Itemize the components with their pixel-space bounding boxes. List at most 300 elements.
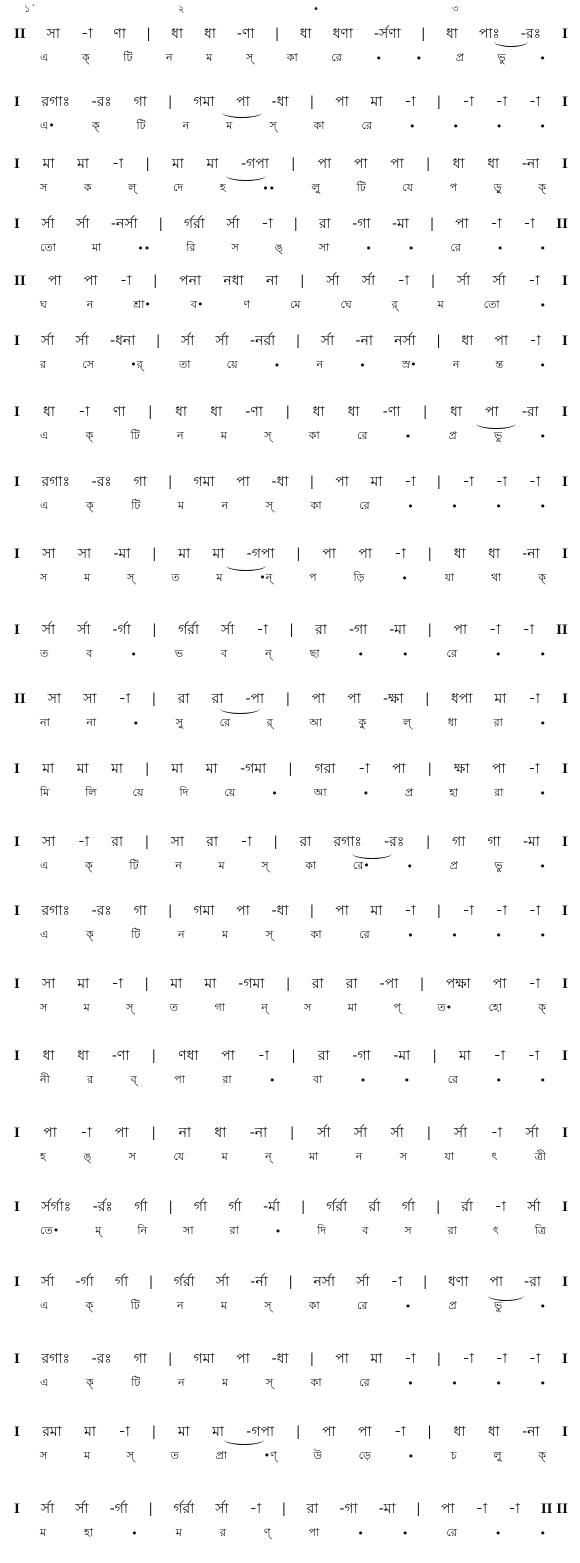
note-token: পা	[43, 1125, 57, 1141]
note-token: -া	[528, 976, 541, 992]
note-token: পা	[115, 1125, 129, 1141]
note-token: -া	[462, 94, 474, 110]
lyric-syllable: ম	[226, 118, 233, 132]
note-token: -া	[508, 1501, 520, 1517]
bar-line: |	[430, 215, 434, 232]
bar-line: |	[310, 473, 314, 490]
note-token: পা	[311, 691, 326, 707]
note-token: -রঃ	[91, 94, 112, 110]
lyric-syllable: তো	[40, 240, 56, 254]
lyric-syllable: ম	[177, 498, 185, 512]
note-token: পা	[236, 1351, 250, 1367]
note-token: -া	[404, 903, 416, 919]
note-token: ধা	[347, 404, 360, 420]
notation-row	[0, 542, 580, 590]
lyric-syllable: ত•	[437, 1000, 453, 1014]
lyric-line	[40, 783, 546, 803]
bar-line: II	[14, 25, 26, 42]
lyric-syllable: আ	[313, 785, 327, 799]
lyric-syllable: হা	[84, 1525, 94, 1539]
bar-line: |	[286, 975, 290, 992]
note-token: -গা	[352, 216, 371, 232]
lyric-syllable: ত্রী	[534, 1149, 546, 1163]
lyric-syllable: এ	[40, 498, 49, 512]
lyric-syllable: লু	[311, 180, 320, 194]
lyric-syllable: রে	[359, 498, 370, 512]
lyric-syllable: সে	[82, 357, 94, 371]
lyric-syllable: প	[309, 570, 317, 584]
note-token: -া	[404, 1351, 416, 1367]
lyric-syllable: এ	[40, 858, 49, 872]
notation-row	[0, 830, 580, 878]
lyric-syllable: তা	[178, 357, 191, 371]
note-token: র্গর্রা	[173, 1274, 195, 1290]
note-token: রগাঃ	[333, 834, 362, 850]
bar-line: |	[437, 1350, 441, 1367]
note-token: র্সা	[226, 216, 240, 232]
note-token: গমা	[193, 94, 215, 110]
note-token: ণধা	[178, 1048, 199, 1064]
bar-line: |	[152, 545, 156, 562]
lyric-syllable: স্	[264, 1298, 272, 1312]
bar-line: |	[274, 833, 278, 850]
lyric-syllable: উ	[313, 1448, 322, 1462]
lyric-syllable: •	[539, 1073, 546, 1087]
lyric-syllable: র	[40, 357, 47, 371]
lyric-syllable: ম্	[95, 1223, 102, 1237]
note-token: ধপা	[450, 691, 473, 707]
lyric-syllable: •	[407, 241, 415, 255]
lyric-syllable: এ	[40, 1375, 49, 1389]
lyric-syllable: যে	[173, 1149, 185, 1163]
note-token: -না	[522, 1424, 540, 1440]
note-line	[14, 90, 568, 114]
note-token: ধা	[487, 156, 500, 172]
note-token: -মা	[393, 1048, 411, 1064]
note-token: রা	[299, 834, 312, 850]
lyric-syllable: ••	[137, 241, 151, 255]
note-line	[14, 1121, 568, 1145]
note-token: ধা	[312, 404, 325, 420]
lyric-syllable: ন্	[265, 646, 272, 660]
note-token: সা	[170, 834, 185, 850]
note-token: -া	[528, 761, 540, 777]
lyric-syllable: ম	[218, 858, 225, 872]
note-token: র্গা	[134, 1199, 148, 1215]
lyric-syllable: টি	[130, 428, 140, 442]
lyric-syllable: •	[539, 499, 546, 513]
bar-line: |	[300, 272, 304, 289]
note-token: ণা	[112, 404, 126, 420]
note-token: গমা	[193, 903, 215, 919]
note-token: মা	[77, 976, 90, 992]
note-token: র্সা	[356, 1274, 370, 1290]
slur-mark	[494, 36, 528, 47]
notation-row	[0, 212, 580, 260]
notation-row	[0, 1497, 580, 1545]
bar-line: |	[168, 1350, 172, 1367]
lyric-syllable: প্রা	[215, 1448, 227, 1462]
note-token: র্গা	[114, 1274, 129, 1290]
note-token: -পা	[379, 976, 399, 992]
lyric-syllable: ন	[177, 1298, 184, 1312]
lyric-syllable: ণ্	[263, 1525, 271, 1539]
note-line	[14, 152, 568, 176]
note-token: ধা	[214, 1125, 227, 1141]
note-token: র্সা	[41, 622, 56, 638]
note-token: রা	[318, 216, 331, 232]
bar-line: |	[152, 621, 157, 638]
note-token: মা	[178, 546, 191, 562]
lyric-line	[40, 1296, 546, 1316]
note-token: রা	[311, 976, 324, 992]
note-line	[14, 899, 568, 923]
lyric-line	[40, 238, 546, 258]
note-line	[14, 470, 568, 494]
note-token: -া	[118, 691, 131, 707]
note-token: -া	[495, 474, 508, 490]
lyric-syllable: •	[407, 928, 414, 942]
bar-line: I	[14, 975, 20, 992]
note-token: নর্সা	[394, 333, 416, 349]
notation-row	[0, 152, 580, 200]
bar-line: I	[562, 760, 568, 777]
slur-mark	[222, 107, 262, 118]
note-token: ণা	[113, 26, 126, 42]
lyric-syllable: রে	[447, 1072, 459, 1086]
slur-mark	[220, 703, 260, 714]
bar-line: |	[286, 690, 290, 707]
lyric-syllable: •	[539, 928, 546, 942]
note-token: রা	[177, 691, 190, 707]
lyric-syllable: রে	[331, 50, 342, 64]
note-token: -ধা	[271, 94, 289, 110]
note-token: -গা	[348, 622, 368, 638]
bar-line: I	[562, 1198, 568, 1215]
note-token: গা	[133, 903, 147, 919]
note-token: -পা	[245, 691, 265, 707]
note-token: রা	[345, 976, 358, 992]
note-token: -গপা	[241, 156, 269, 172]
bar-line: I	[562, 93, 568, 110]
lyric-syllable: টি	[131, 927, 141, 941]
bar-line: |	[168, 473, 172, 490]
note-token: -া	[119, 273, 132, 289]
lyric-syllable: পা	[308, 1525, 320, 1539]
note-token: র্সা	[40, 1501, 55, 1517]
note-token: মা	[370, 474, 383, 490]
note-token: পা	[492, 976, 507, 992]
note-token: পা	[494, 333, 509, 349]
note-token: গা	[133, 94, 147, 110]
note-token: -া	[80, 1125, 92, 1141]
note-token: -া	[494, 1199, 506, 1215]
bar-line: I	[562, 545, 568, 562]
note-token: -া	[77, 834, 90, 850]
lyric-syllable: কা	[286, 50, 298, 64]
note-token: -া	[490, 1125, 503, 1141]
lyric-syllable: •	[539, 786, 546, 800]
bar-line: |	[426, 833, 430, 850]
lyric-syllable: ম	[220, 1298, 227, 1312]
lyric-line	[40, 1070, 546, 1090]
note-token: -রঃ	[91, 474, 112, 490]
note-token: পা	[390, 156, 404, 172]
bar-line: |	[436, 332, 441, 349]
note-token: সা	[47, 691, 62, 707]
note-token: ধা	[175, 404, 187, 420]
lyric-syllable: •	[539, 51, 546, 65]
note-token: রা	[317, 1048, 330, 1064]
note-token: র্সা	[326, 273, 340, 289]
note-token: -ণা	[382, 404, 401, 420]
note-token: -রা	[524, 1274, 541, 1290]
slur-mark	[488, 1290, 524, 1301]
lyric-syllable: স	[40, 180, 48, 194]
bar-line: I	[14, 1047, 20, 1064]
lyric-syllable: •	[359, 1073, 367, 1087]
bar-line: |	[148, 403, 152, 420]
note-token: -া	[489, 622, 501, 638]
lyric-syllable: স্	[265, 498, 274, 512]
lyric-syllable: বা	[312, 1072, 323, 1086]
note-token: -া	[462, 903, 474, 919]
lyric-syllable: দি	[317, 1223, 327, 1237]
note-token: ধা	[450, 404, 462, 420]
bar-line: |	[431, 272, 435, 289]
note-token: -র্সণা	[373, 26, 401, 42]
lyric-syllable: না	[86, 715, 97, 729]
note-token: গা	[452, 834, 466, 850]
lyric-syllable: •	[365, 241, 372, 255]
note-token: র্সা	[527, 1199, 541, 1215]
bar-line: |	[423, 403, 427, 420]
bar-line: |	[275, 25, 279, 42]
note-token: র্সা	[77, 622, 91, 638]
bar-line: |	[153, 272, 157, 289]
lyric-line	[40, 1523, 546, 1543]
lyric-syllable: ক্	[85, 1375, 94, 1389]
bar-line: |	[286, 403, 290, 420]
note-token: রা	[111, 834, 124, 850]
note-line	[14, 1270, 568, 1294]
note-token: পা	[47, 273, 62, 289]
note-line	[14, 618, 568, 642]
bar-line: |	[423, 1273, 427, 1290]
notation-row	[0, 22, 580, 70]
bar-line: I	[562, 833, 568, 850]
note-token: -নর্রা	[250, 333, 276, 349]
note-token: মা	[205, 761, 218, 777]
lyric-syllable: নি	[137, 1223, 148, 1237]
note-token: ধা	[210, 404, 223, 420]
bar-line: I	[14, 902, 20, 919]
lyric-syllable: •	[451, 1376, 458, 1390]
note-token: -রঃ	[520, 26, 542, 42]
lyric-syllable: •	[451, 499, 458, 513]
lyric-syllable: ঘে	[340, 297, 352, 311]
lyric-syllable: টি	[136, 118, 146, 132]
note-token: পা	[317, 156, 332, 172]
slur-mark	[224, 1434, 264, 1445]
lyric-line	[40, 1446, 546, 1466]
lyric-syllable: •	[407, 1376, 414, 1390]
note-token: র্সা	[41, 333, 55, 349]
lyric-syllable: প্র	[448, 428, 457, 442]
lyric-syllable: ব্	[130, 1072, 137, 1086]
note-token: র্গা	[228, 1199, 242, 1215]
note-token: সা	[46, 26, 60, 42]
lyric-syllable: ত্রি	[534, 1223, 546, 1237]
lyric-syllable: ন্	[265, 1149, 272, 1163]
note-token: পা	[453, 622, 468, 638]
note-token: পা	[335, 1351, 349, 1367]
lyric-syllable: য়ে	[132, 785, 144, 799]
notation-row	[0, 1420, 580, 1468]
bar-line: I	[14, 1350, 20, 1367]
note-token: গরা	[314, 761, 336, 777]
bar-line: |	[437, 473, 441, 490]
lyric-syllable: স্	[127, 570, 135, 584]
note-token: মা	[494, 691, 507, 707]
lyric-syllable: •	[404, 429, 412, 443]
bar-line: |	[436, 1198, 440, 1215]
bar-line: I	[561, 25, 568, 42]
note-token: -া	[462, 474, 474, 490]
note-token: -া	[527, 1048, 540, 1064]
note-token: -া	[528, 691, 540, 707]
lyric-syllable: ত	[170, 1448, 179, 1462]
lyric-syllable: ত	[169, 1000, 179, 1014]
lyric-syllable: রে	[356, 1298, 368, 1312]
bar-line: |	[426, 155, 430, 172]
note-token: -া	[394, 546, 406, 562]
lyric-syllable: প্র	[455, 50, 464, 64]
beat-marker-dot: •	[313, 4, 319, 15]
note-token: মা	[212, 546, 225, 562]
note-token: -মা	[378, 1501, 396, 1517]
note-token: -রঃ	[91, 1351, 112, 1367]
slur-mark	[226, 170, 266, 181]
lyric-syllable: •	[539, 647, 546, 661]
bar-line: |	[156, 332, 160, 349]
note-token: পা	[358, 1424, 372, 1440]
bar-line: |	[151, 1124, 156, 1141]
note-token: -া	[78, 404, 90, 420]
note-token: পা	[455, 216, 469, 232]
lyric-syllable: প	[449, 180, 458, 194]
note-token: র্সা	[361, 273, 376, 289]
lyric-syllable: স	[404, 1223, 412, 1237]
bar-line: |	[310, 902, 314, 919]
note-token: মা	[111, 761, 123, 777]
lyric-syllable: ন	[177, 927, 185, 941]
lyric-syllable: •	[271, 786, 278, 800]
lyric-syllable: হা	[449, 785, 459, 799]
bar-line: |	[432, 1047, 437, 1064]
note-token: মা	[84, 1424, 96, 1440]
note-token: পা	[347, 691, 361, 707]
lyric-syllable: •	[495, 1376, 502, 1390]
note-token: ধা	[453, 1424, 466, 1440]
bar-line: I	[14, 1423, 20, 1440]
note-token: -া	[523, 216, 535, 232]
lyric-syllable: ক্	[538, 1000, 546, 1014]
note-token: মা	[171, 156, 184, 172]
lyric-syllable: যে	[402, 180, 414, 194]
note-token: না	[265, 273, 279, 289]
beat-marker-1: ১´	[24, 4, 36, 15]
lyric-syllable: রা	[493, 715, 503, 729]
bar-line: I	[561, 272, 568, 289]
note-token: -র্রঃ	[92, 1199, 113, 1215]
lyric-syllable: ন	[177, 1375, 185, 1389]
note-line	[14, 830, 568, 854]
bar-line: I	[14, 332, 20, 349]
bar-line: I	[562, 902, 568, 919]
note-token: র্সা	[453, 1125, 468, 1141]
note-token: রগাঃ	[41, 903, 70, 919]
lyric-syllable: •	[357, 647, 365, 661]
lyric-syllable: মা	[309, 1149, 319, 1163]
note-token: -গা	[352, 1048, 371, 1064]
lyric-syllable: এ•	[40, 118, 55, 132]
note-token: -না	[355, 333, 373, 349]
notation-row	[0, 1347, 580, 1395]
lyric-syllable: •	[359, 358, 366, 372]
lyric-syllable: র	[87, 1072, 94, 1086]
bar-line: I	[14, 545, 20, 562]
notation-row	[0, 618, 580, 666]
note-token: -া	[528, 94, 541, 110]
note-token: -গপা	[246, 1424, 275, 1440]
note-line	[14, 972, 568, 996]
slur-mark	[226, 560, 266, 571]
note-token: -া	[522, 622, 535, 638]
notation-row	[0, 269, 580, 317]
lyric-syllable: কা	[305, 858, 317, 872]
lyric-syllable: •	[451, 928, 458, 942]
lyric-syllable: ম	[222, 927, 229, 941]
lyric-syllable: ড়ি	[353, 570, 365, 584]
bar-line: I	[562, 332, 568, 349]
bar-line: |	[291, 1047, 296, 1064]
lyric-line	[40, 568, 546, 588]
lyric-syllable: •	[408, 119, 416, 133]
note-token: -া	[490, 216, 502, 232]
note-token: -রঃ	[384, 834, 405, 850]
lyric-syllable: •	[495, 928, 502, 942]
bar-line: II	[556, 215, 568, 232]
note-token: পা	[236, 903, 250, 919]
lyric-line	[40, 1147, 546, 1167]
bar-line: |	[145, 760, 149, 777]
lyric-syllable: •	[539, 241, 546, 255]
note-token: র্গা	[193, 1199, 208, 1215]
lyric-syllable: স্	[126, 1000, 134, 1014]
note-token: মা	[177, 1424, 190, 1440]
note-token: -া	[475, 1501, 488, 1517]
lyric-syllable: প্র	[448, 1298, 457, 1312]
note-token: ধা	[461, 333, 474, 349]
note-token: র্সা	[215, 333, 229, 349]
bar-line: |	[437, 93, 441, 110]
lyric-syllable: ম	[220, 428, 227, 442]
bar-line: II II	[540, 1500, 568, 1517]
note-line	[14, 1044, 568, 1068]
note-token: র্সর্গাঃ	[41, 1199, 72, 1215]
lyric-syllable: হ	[40, 1149, 46, 1163]
